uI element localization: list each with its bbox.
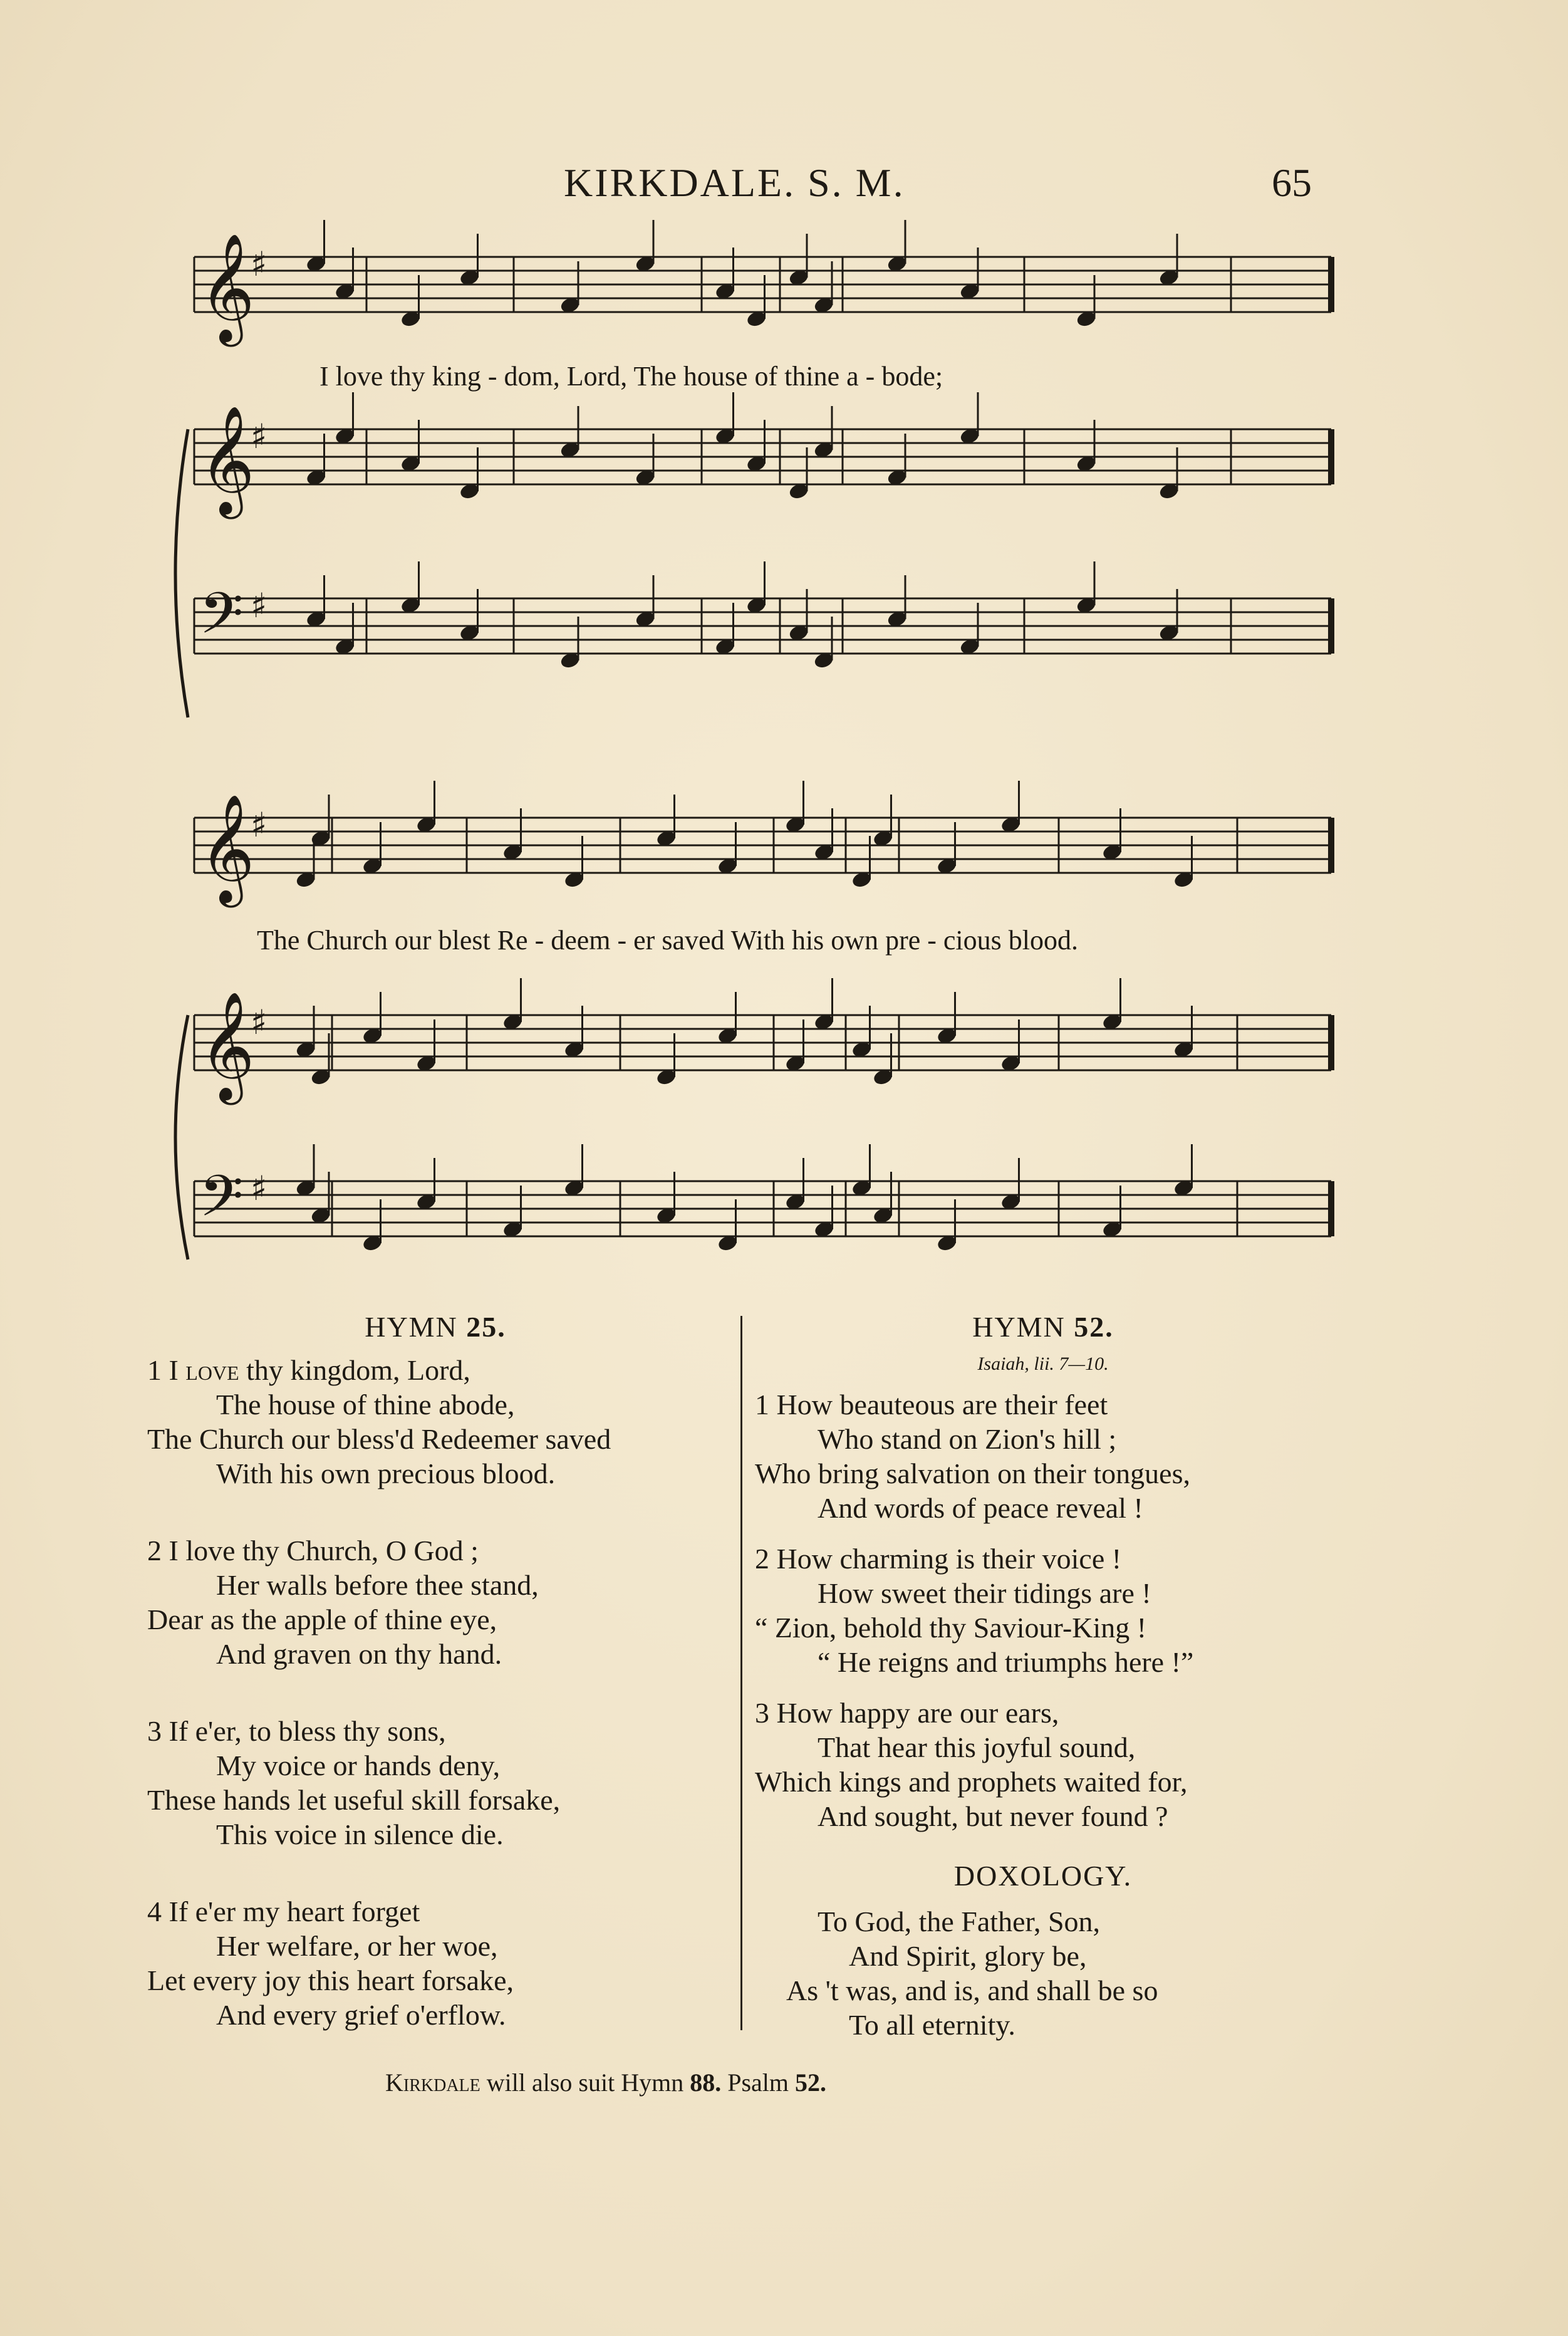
sharp-icon: ♯ xyxy=(251,1169,267,1208)
stanza-line: And sought, but never found ? xyxy=(818,1800,1168,1832)
stanza-line: This voice in silence die. xyxy=(216,1818,504,1850)
stanza-3 xyxy=(755,1696,1331,1833)
stanza-line: Which kings and prophets waited for, xyxy=(755,1766,1188,1798)
stanza-line: “ He reigns and triumphs here !” xyxy=(818,1646,1194,1678)
stanza-3 xyxy=(147,1714,724,1852)
hymn-52 xyxy=(755,1310,1331,2042)
stanza-line: Her walls before thee stand, xyxy=(216,1569,539,1601)
treble-clef-icon: 𝄞 xyxy=(199,405,255,514)
stanza-2 xyxy=(755,1541,1331,1679)
stanza-line-text: If e'er, to bless thy sons, xyxy=(169,1715,446,1747)
stanza-line-text: How beauteous are their feet xyxy=(776,1389,1108,1421)
stanza-line xyxy=(755,1696,1331,1730)
stanza-number: 3 xyxy=(755,1697,769,1729)
footer-psalm-number: 52. xyxy=(795,2068,827,2097)
stanza-line: And words of peace reveal ! xyxy=(818,1492,1143,1524)
stanza-line: “ Zion, behold thy Saviour-King ! xyxy=(755,1612,1147,1644)
stanza-number: 1 xyxy=(147,1354,162,1386)
system-brace xyxy=(175,429,188,717)
hymn-52-title xyxy=(755,1310,1331,1344)
stanza-4 xyxy=(147,1894,724,2032)
stanza-1 xyxy=(147,1353,724,1491)
treble-clef-icon: 𝄞 xyxy=(199,794,255,903)
scripture-reference: Isaiah, lii. 7—10. xyxy=(977,1353,1109,1374)
stanza-line: And every grief o'erflow. xyxy=(216,1999,506,2031)
bass-clef-icon: 𝄢 xyxy=(199,1163,244,1243)
hymn-25 xyxy=(147,1310,724,2075)
bass-clef-icon: 𝄢 xyxy=(199,580,244,660)
stanza-number: 4 xyxy=(147,1895,162,1927)
hymn-25-title-word: HYMN xyxy=(365,1311,458,1343)
stanza-line: Who bring salvation on their tongues, xyxy=(755,1457,1190,1489)
treble-clef-icon: 𝄞 xyxy=(199,991,255,1100)
stanza-line: And graven on thy hand. xyxy=(216,1638,502,1670)
page-number: 65 xyxy=(1272,160,1312,205)
column-divider xyxy=(740,1316,742,2030)
footer-hymn-number: 88. xyxy=(690,2068,722,2097)
stanza-line: Who stand on Zion's hill ; xyxy=(818,1423,1117,1455)
sharp-icon: ♯ xyxy=(251,1003,267,1042)
stanza-line: Her welfare, or her woe, xyxy=(216,1930,498,1962)
doxology-line: As 't was, and is, and shall be so xyxy=(786,1974,1158,2006)
stanza-line-text: If e'er my heart forget xyxy=(169,1895,420,1927)
stanza-line-text: How charming is their voice ! xyxy=(776,1543,1122,1575)
stanza-number: 3 xyxy=(147,1715,162,1747)
hymn-25-title xyxy=(147,1310,724,1344)
stanza-line: Dear as the apple of thine eye, xyxy=(147,1603,497,1635)
sharp-icon: ♯ xyxy=(251,244,267,284)
footer-text: will also suit Hymn xyxy=(486,2068,684,2097)
sharp-icon: ♯ xyxy=(251,586,267,625)
lyrics-line-2: The Church our blest Re - deem - er saved With his own pre - cious blood. xyxy=(257,925,1078,956)
doxology-line: To all eternity. xyxy=(849,2009,1015,2041)
stanza-line-text: I love thy Church, O God ; xyxy=(169,1535,479,1567)
stanza-line: My voice or hands deny, xyxy=(216,1749,501,1781)
stanza-2 xyxy=(147,1533,724,1671)
sharp-icon: ♯ xyxy=(251,805,267,845)
stanza-line: The house of thine abode, xyxy=(216,1389,515,1421)
stanza-number: 1 xyxy=(755,1389,769,1421)
stanza-first-word: I love xyxy=(169,1354,239,1386)
stanza-line xyxy=(755,1387,1331,1422)
doxology-line: To God, the Father, Son, xyxy=(818,1906,1101,1937)
hymn-52-number: 52. xyxy=(1074,1311,1114,1343)
page-title: KIRKDALE. S. M. xyxy=(564,160,905,205)
stanza-line xyxy=(147,1714,724,1748)
stanza-line-text: How happy are our ears, xyxy=(776,1697,1059,1729)
stanza-line xyxy=(147,1894,724,1929)
hymn-52-title-word: HYMN xyxy=(972,1311,1066,1343)
hymn-25-number: 25. xyxy=(466,1311,506,1343)
stanza-number: 2 xyxy=(755,1543,769,1575)
doxology-title: DOXOLOGY. xyxy=(953,1860,1133,1892)
treble-clef-icon: 𝄞 xyxy=(199,233,255,342)
stanza-line xyxy=(147,1353,724,1387)
footer-note xyxy=(385,2068,826,2097)
stanza-line xyxy=(755,1541,1331,1576)
stanza-line: That hear this joyful sound, xyxy=(818,1731,1136,1763)
sharp-icon: ♯ xyxy=(251,417,267,456)
stanza-line-text: thy kingdom, Lord, xyxy=(246,1354,470,1386)
stanza-1 xyxy=(755,1387,1331,1525)
footer-tune-name: Kirkdale xyxy=(385,2068,480,2097)
stanza-line: With his own precious blood. xyxy=(216,1457,556,1489)
doxology-line: And Spirit, glory be, xyxy=(849,1940,1087,1972)
stanza-line: These hands let useful skill forsake, xyxy=(147,1784,561,1816)
stanza-line xyxy=(147,1533,724,1568)
footer-psalm-label: Psalm xyxy=(727,2068,789,2097)
system-brace xyxy=(175,1015,188,1259)
doxology xyxy=(755,1904,1331,2042)
lyrics-line-1: I love thy king - dom, Lord, The house of thine a - bode; xyxy=(319,361,943,392)
stanza-number: 2 xyxy=(147,1535,162,1567)
stanza-line: The Church our bless'd Redeemer saved xyxy=(147,1423,611,1455)
stanza-line: Let every joy this heart forsake, xyxy=(147,1964,514,1996)
stanza-line: How sweet their tidings are ! xyxy=(818,1577,1151,1609)
